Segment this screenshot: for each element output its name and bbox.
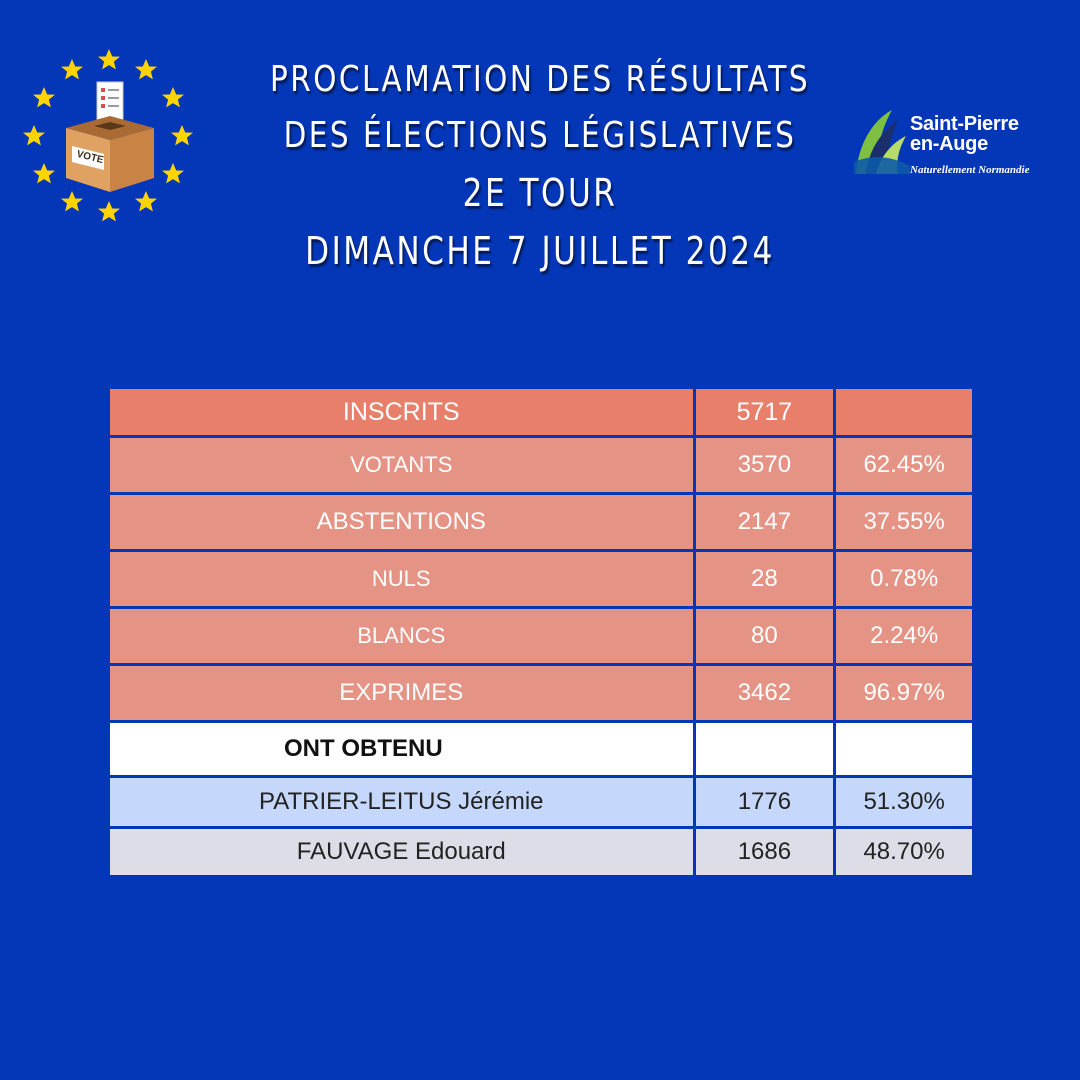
- table-row: [110, 666, 972, 720]
- row-percent: 0.78%: [836, 552, 972, 606]
- table-row: [110, 438, 972, 492]
- results-table: [107, 386, 975, 878]
- row-percent: [836, 389, 972, 435]
- candidate-percent: 48.70%: [836, 829, 972, 875]
- row-percent: 96.97%: [836, 666, 972, 720]
- candidate-votes: 1776: [696, 778, 834, 826]
- table-row-candidate: [110, 778, 972, 826]
- row-count: 28: [696, 552, 834, 606]
- empty-cell: [696, 723, 834, 775]
- landscape-logo-icon: [852, 108, 912, 178]
- table-row: [110, 609, 972, 663]
- candidate-percent: 51.30%: [836, 778, 972, 826]
- table-row: [110, 389, 972, 435]
- row-label: INSCRITS: [110, 389, 693, 435]
- row-percent: 37.55%: [836, 495, 972, 549]
- election-date: DIMANCHE 7 JUILLET 2024: [305, 229, 775, 273]
- round-label: 2E TOUR: [462, 171, 618, 215]
- town-name-line-1: Saint-Pierre: [910, 113, 1019, 135]
- ballot-box-label: VOTE: [75, 148, 105, 167]
- town-name: [910, 114, 1019, 154]
- ballot-box-icon: [14, 42, 204, 232]
- candidate-name: PATRIER-LEITUS Jérémie: [110, 778, 693, 826]
- title-line-2: DES ÉLECTIONS LÉGISLATIVES: [283, 115, 797, 156]
- table-row-obtained-header: [110, 723, 972, 775]
- row-label: ABSTENTIONS: [110, 495, 693, 549]
- row-label: VOTANTS: [110, 438, 693, 492]
- row-count: 5717: [696, 389, 834, 435]
- candidate-name: FAUVAGE Edouard: [110, 829, 693, 875]
- obtained-label: ONT OBTENU: [110, 723, 693, 775]
- row-percent: 62.45%: [836, 438, 972, 492]
- table-row: [110, 495, 972, 549]
- town-tagline: Naturellement Normandie: [910, 164, 1030, 176]
- row-label: EXPRIMES: [110, 666, 693, 720]
- row-label: BLANCS: [110, 609, 693, 663]
- town-logo: [852, 108, 1052, 188]
- table-row-candidate: [110, 829, 972, 875]
- candidate-votes: 1686: [696, 829, 834, 875]
- empty-cell: [836, 723, 972, 775]
- row-label: NULS: [110, 552, 693, 606]
- title-line-1: PROCLAMATION DES RÉSULTATS: [269, 59, 811, 100]
- row-count: 80: [696, 609, 834, 663]
- row-count: 2147: [696, 495, 834, 549]
- row-percent: 2.24%: [836, 609, 972, 663]
- table-row: [110, 552, 972, 606]
- page-title: [180, 52, 900, 280]
- row-count: 3570: [696, 438, 834, 492]
- town-name-line-2: en-Auge: [910, 133, 988, 155]
- ballot-emblem: [14, 42, 204, 232]
- row-count: 3462: [696, 666, 834, 720]
